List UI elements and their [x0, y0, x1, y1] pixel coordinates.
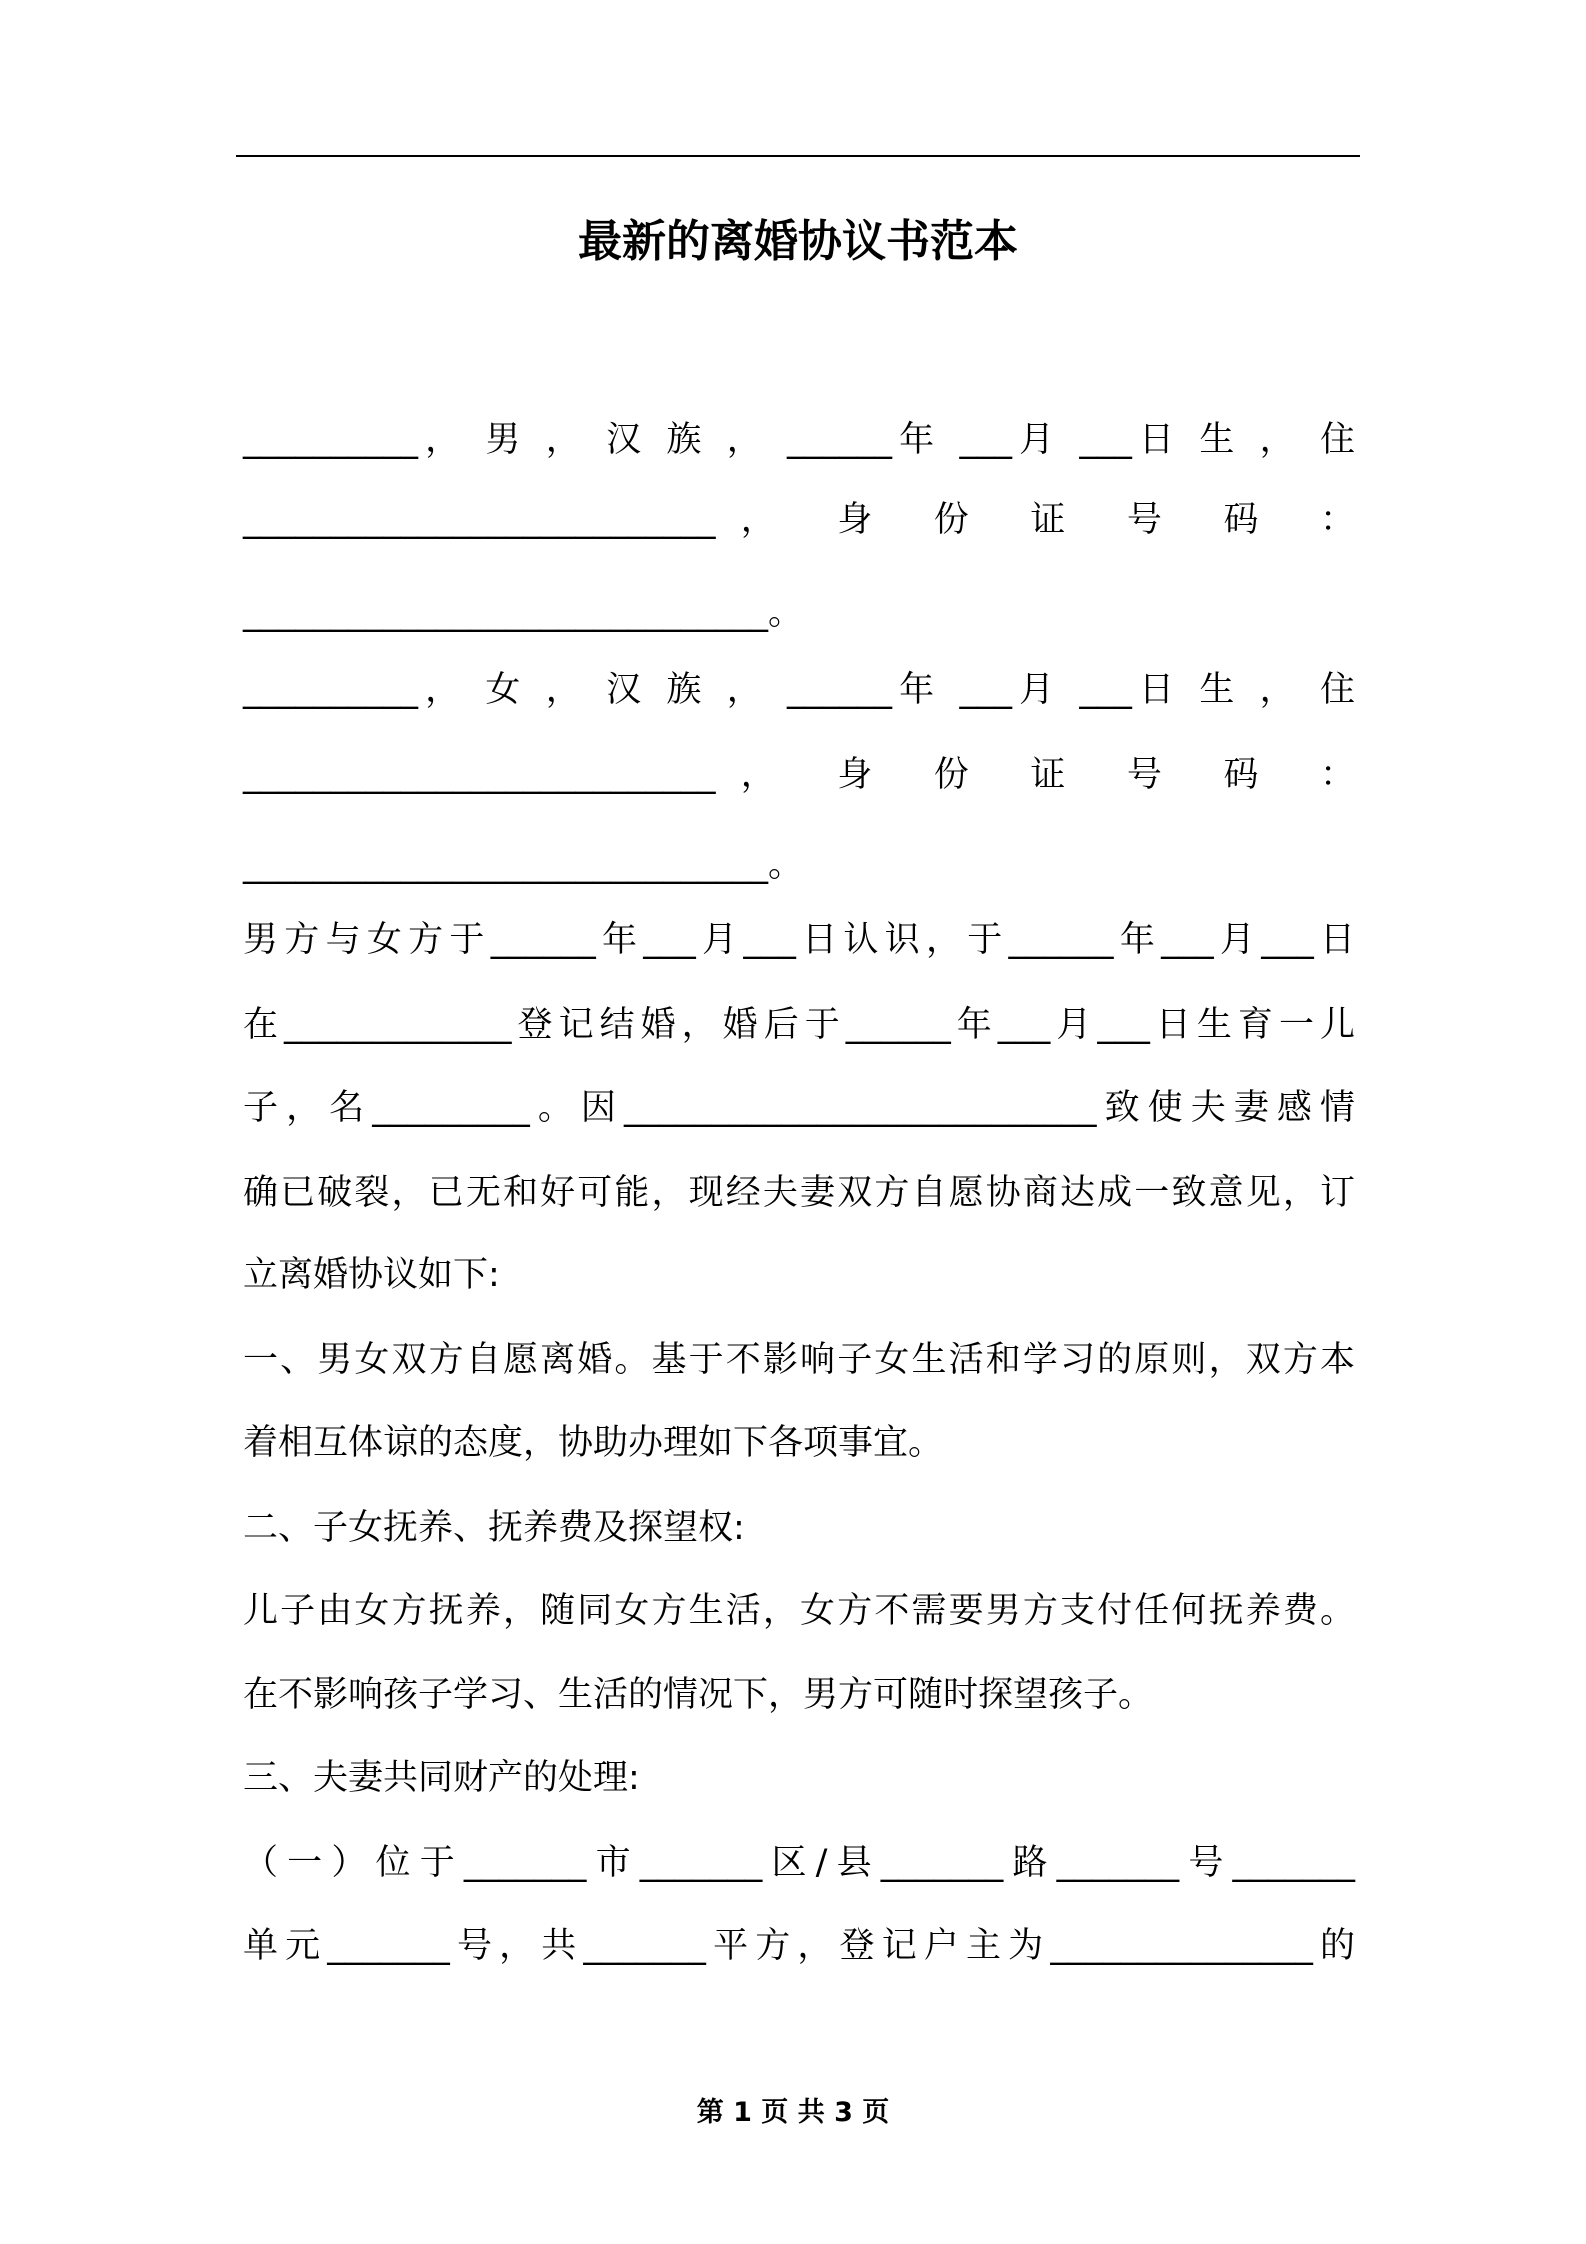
- body-line-8: 在_____________登记结婚，婚后于______年___月___日生育一儿: [243, 1005, 1355, 1045]
- body-line-16: 在不影响孩子学习、生活的情况下，男方可随时探望孩子。: [243, 1675, 1154, 1715]
- body-line-10: 确已破裂，已无和好可能，现经夫妻双方自愿协商达成一致意见，订: [243, 1173, 1355, 1213]
- body-line-9: 子，名_________。因___________________________致使夫妻感情: [243, 1088, 1355, 1128]
- body-line-3: ______________________________。: [243, 593, 804, 633]
- document-title: 最新的离婚协议书范本: [578, 216, 1018, 267]
- body-line-5: ___________________________， 身 份 证 号 码 ：: [243, 755, 1355, 795]
- body-line-18: （一）位于_______市_______区/县_______路_______号_______: [243, 1843, 1355, 1883]
- page-footer: 第 1 页 共 3 页: [696, 2097, 890, 2128]
- body-line-14: 二、子女抚养、抚养费及探望权:: [243, 1508, 745, 1548]
- body-line-7: 男方与女方于______年___月___日认识，于______年___月___日: [243, 920, 1355, 960]
- body-line-11: 立离婚协议如下:: [243, 1255, 500, 1295]
- body-line-17: 三、夫妻共同财产的处理:: [243, 1758, 640, 1798]
- body-line-13: 着相互体谅的态度，协助办理如下各项事宜。: [243, 1423, 944, 1463]
- body-line-12: 一、男女双方自愿离婚。基于不影响子女生活和学习的原则，双方本: [243, 1340, 1355, 1380]
- body-line-4: __________， 女 ， 汉 族 ， ______年 ___月 ___日 生 ， 住: [243, 670, 1355, 710]
- body-line-19: 单元_______号，共_______平方，登记户主为_______________的: [243, 1926, 1355, 1966]
- body-line-6: ______________________________。: [243, 845, 804, 885]
- body-line-15: 儿子由女方抚养，随同女方生活，女方不需要男方支付任何抚养费。: [243, 1591, 1355, 1631]
- body-line-2: ___________________________， 身 份 证 号 码 ：: [243, 500, 1355, 540]
- header-rule: [236, 155, 1360, 157]
- body-line-1: __________， 男 ， 汉 族 ， ______年 ___月 ___日 生 ， 住: [243, 420, 1355, 460]
